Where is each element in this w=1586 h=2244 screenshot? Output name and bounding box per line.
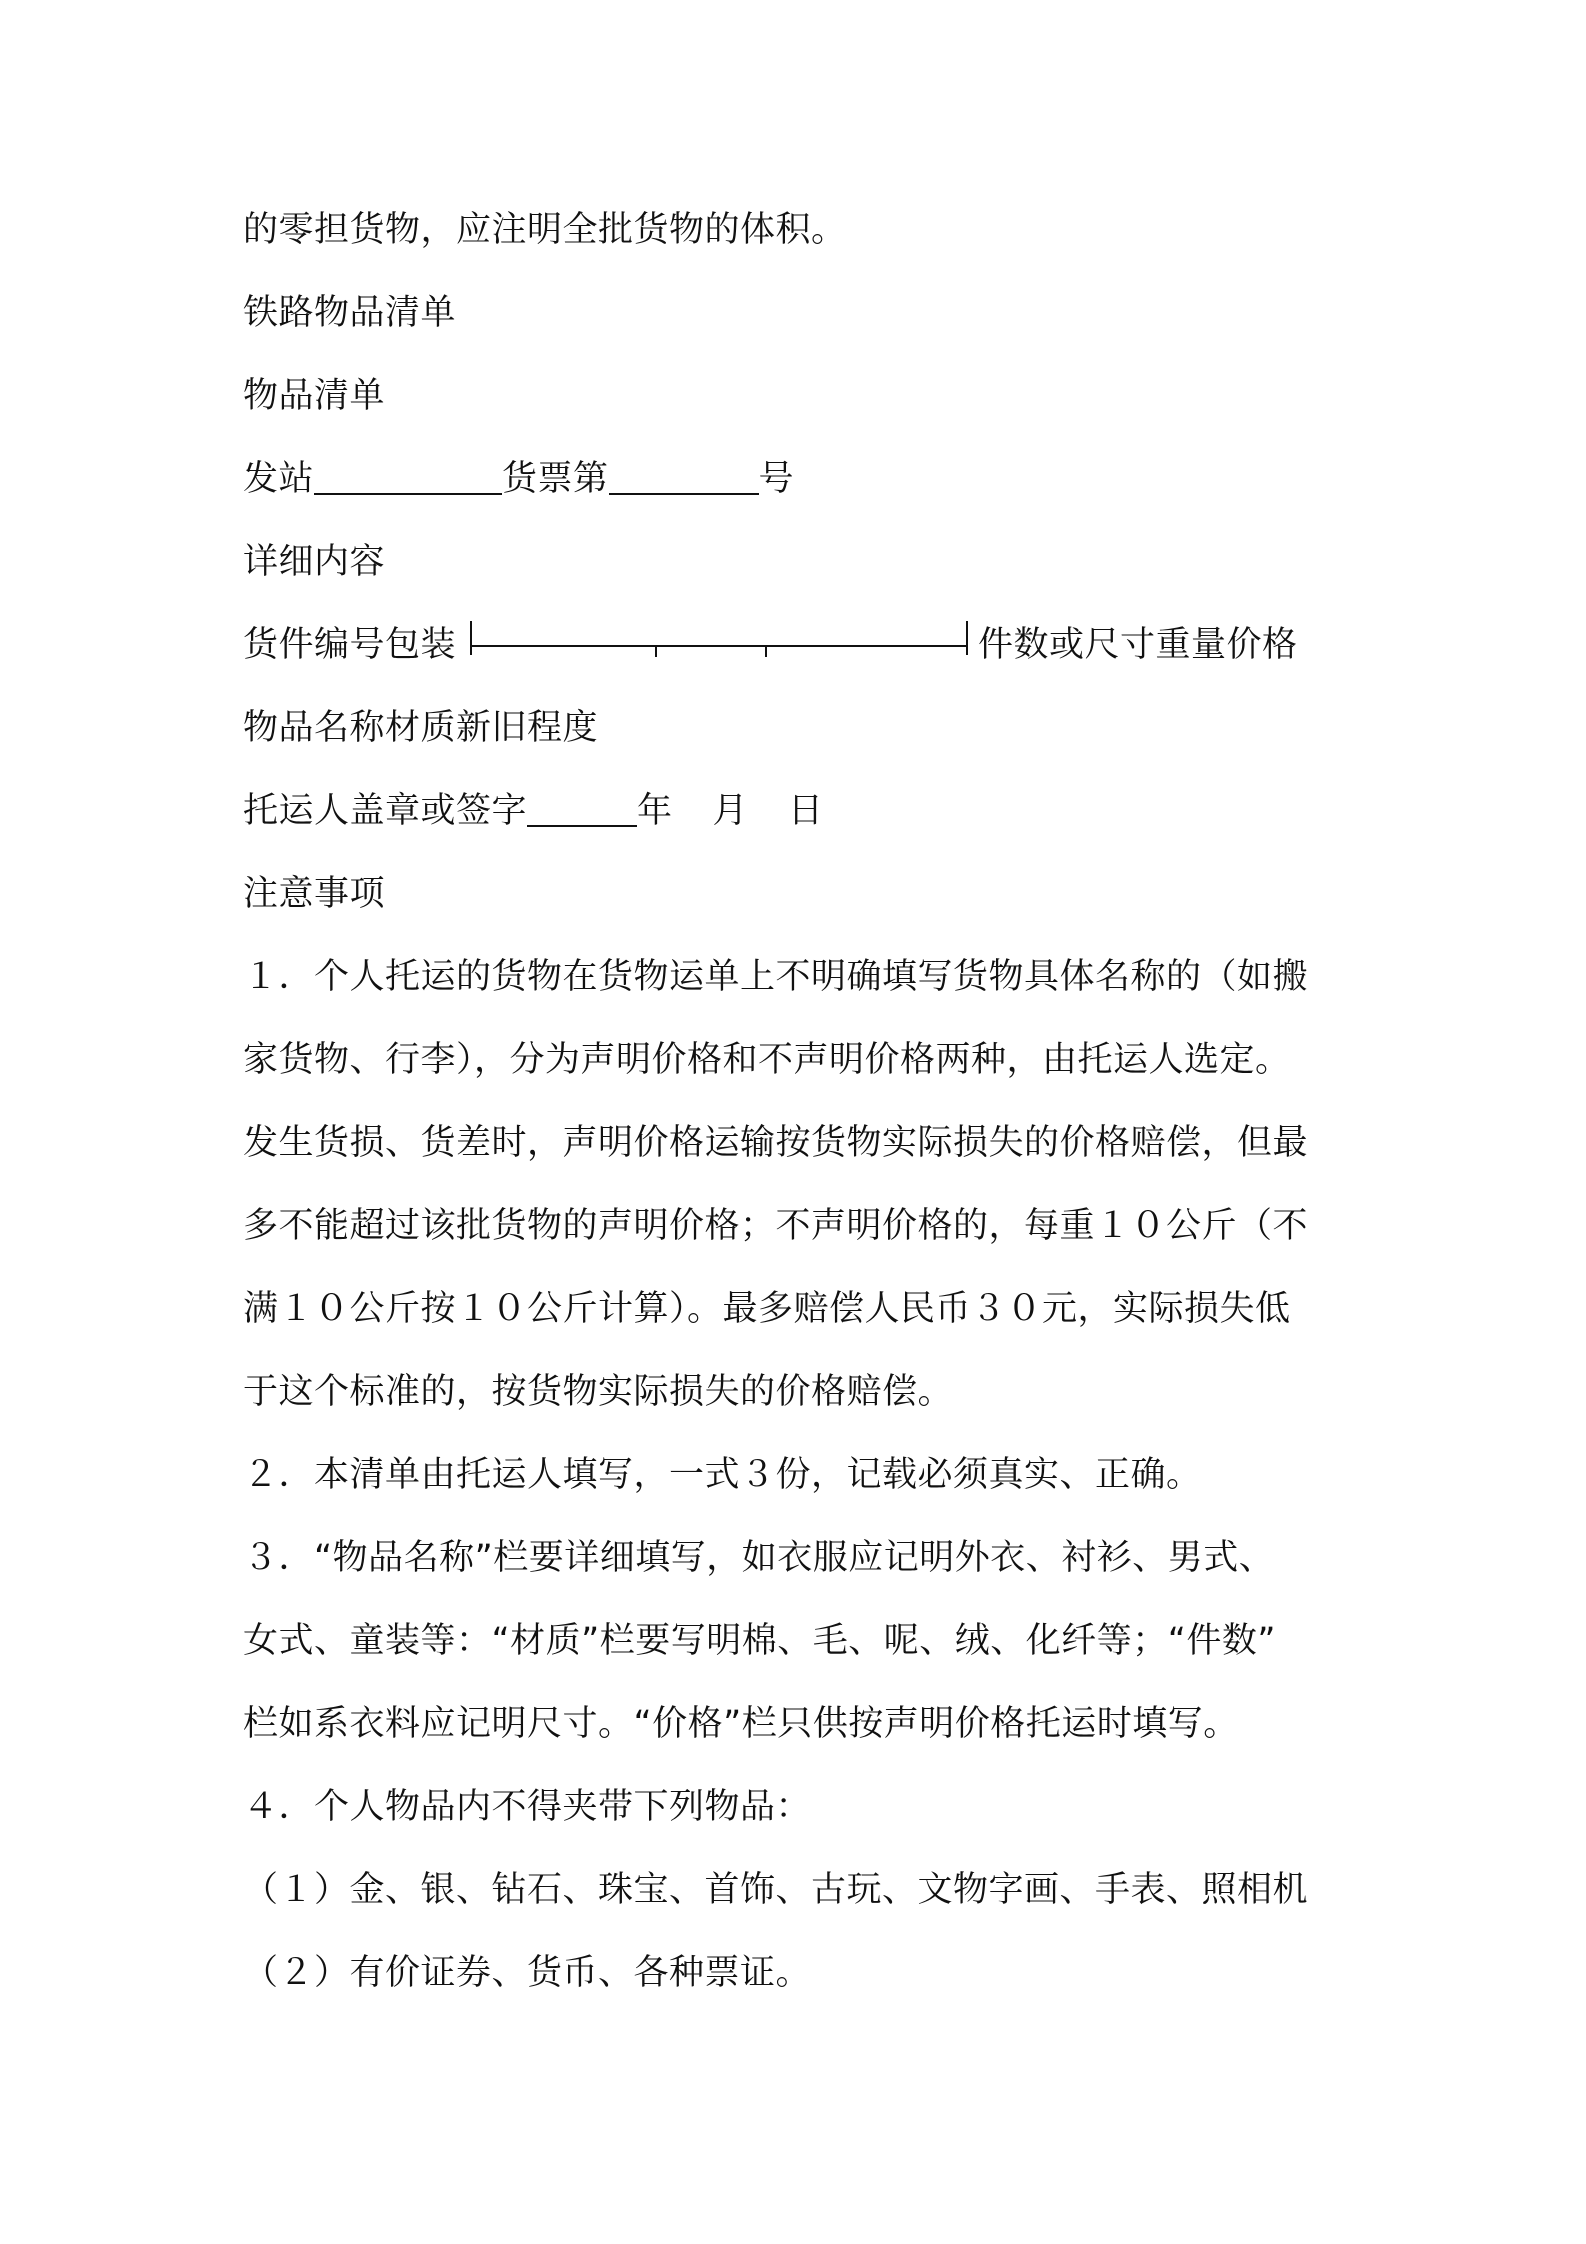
notes-heading: 注意事项	[243, 874, 386, 914]
detail-heading: 详细内容	[243, 542, 386, 582]
note-line: （２）有价证券、货币、各种票证。	[243, 1953, 812, 1993]
signature-label: 托运人盖章或签字	[243, 791, 528, 831]
note-line: （１）金、银、钻石、珠宝、首饰、古玩、文物字画、手表、照相机	[243, 1870, 1309, 1910]
note-line: 满１０公斤按１０公斤计算）。最多赔偿人民币３０元，实际损失低	[243, 1289, 1291, 1329]
note-line: １．个人托运的货物在货物运单上不明确填写货物具体名称的（如搬	[243, 957, 1309, 997]
ticket-number-blank	[609, 449, 759, 495]
note-line: 女式、童装等：“材质”栏要写明棉、毛、呢、绒、化纤等；“件数”	[243, 1621, 1277, 1661]
station-label: 发站	[243, 459, 315, 499]
note-line: ３．“物品名称”栏要详细填写，如衣服应记明外衣、衬衫、男式、	[243, 1538, 1275, 1578]
table-header-row	[243, 615, 1363, 675]
table-header-left: 货件编号包装	[243, 625, 457, 665]
signature-row	[243, 781, 1363, 841]
note-line: 多不能超过该批货物的声明价格；不声明价格的，每重１０公斤（不	[243, 1206, 1309, 1246]
signature-blank	[527, 781, 637, 827]
year-label: 年	[637, 791, 673, 831]
station-ticket-row	[243, 449, 1363, 509]
note-line: 于这个标准的，按货物实际损失的价格赔偿。	[243, 1372, 954, 1412]
table-header-right: 件数或尺寸重量价格	[978, 625, 1298, 665]
table-header-row-2: 物品名称材质新旧程度	[243, 708, 599, 748]
month-label: 月	[712, 791, 749, 831]
note-line: ４．个人物品内不得夹带下列物品：	[243, 1787, 812, 1827]
railway-list-heading: 铁路物品清单	[243, 293, 457, 333]
day-label: 日	[788, 791, 824, 831]
note-line: 栏如系衣料应记明尺寸。“价格”栏只供按声明价格托运时填写。	[243, 1704, 1239, 1744]
intro-tail-text: 的零担货物，应注明全批货物的体积。	[243, 210, 847, 250]
note-line: 发生货损、货差时，声明价格运输按货物实际损失的价格赔偿，但最	[243, 1123, 1309, 1163]
table-ruler-line	[470, 615, 968, 659]
number-label: 号	[758, 459, 795, 499]
note-line: ２．本清单由托运人填写，一式３份，记载必须真实、正确。	[243, 1455, 1202, 1495]
item-list-heading: 物品清单	[243, 376, 386, 416]
ticket-label: 货票第	[502, 459, 609, 499]
note-line: 家货物、行李），分为声明价格和不声明价格两种，由托运人选定。	[243, 1040, 1291, 1080]
station-blank	[314, 449, 502, 495]
